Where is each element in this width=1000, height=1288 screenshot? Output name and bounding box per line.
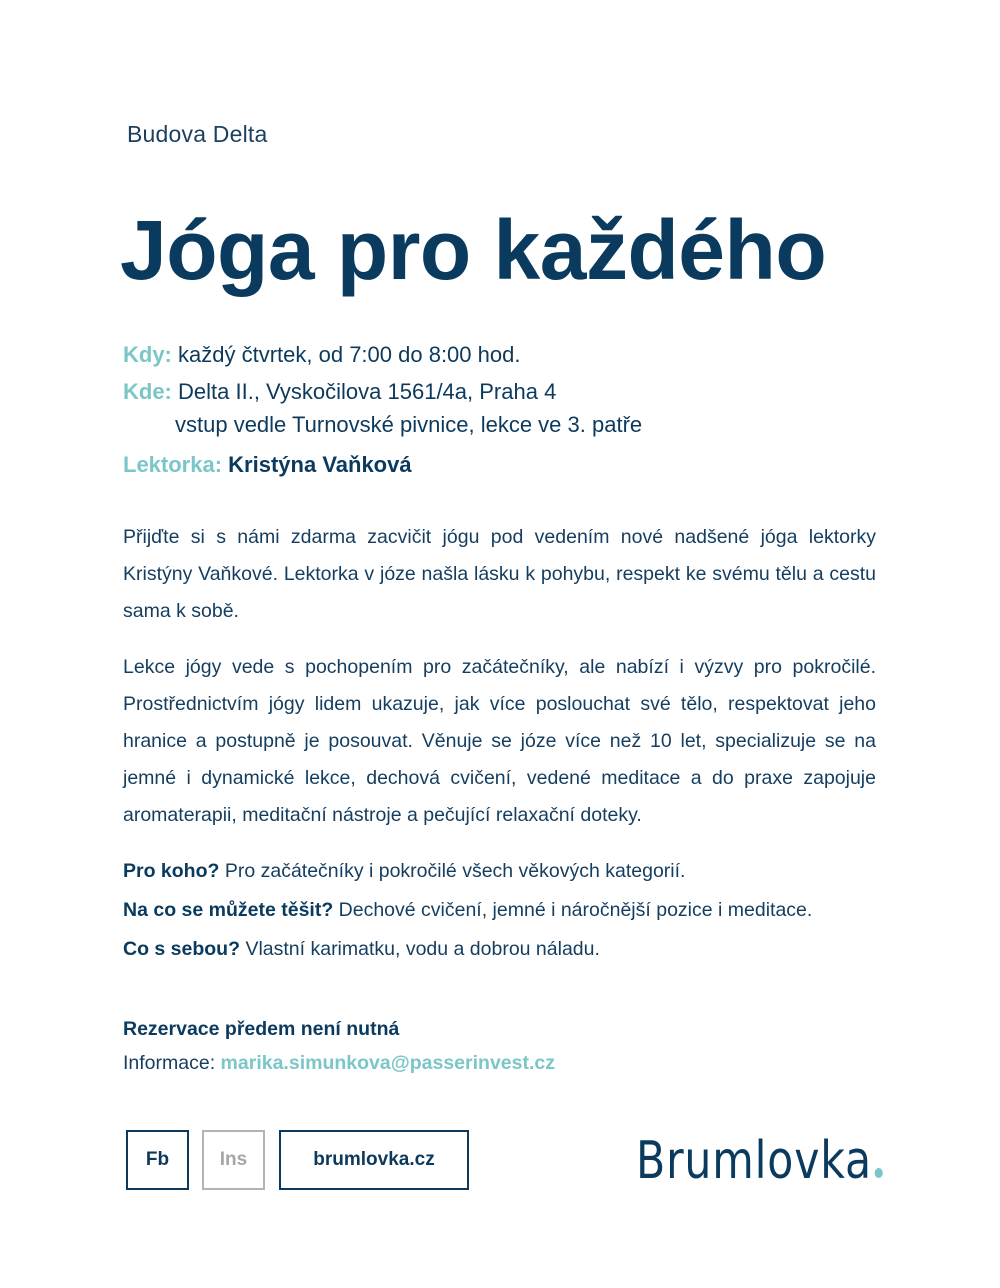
where-label: Kde:	[123, 379, 172, 404]
logo-dot-icon	[874, 1168, 882, 1178]
info-instructor	[123, 450, 642, 487]
facebook-label: Fb	[145, 1149, 170, 1170]
facebook-button[interactable]	[126, 1130, 189, 1190]
qa-answer: Vlastní karimatku, vodu a dobrou náladu.	[245, 938, 600, 960]
page-title: Jóga pro každého	[120, 203, 827, 297]
info-when	[123, 340, 642, 377]
instagram-label: Ins	[219, 1149, 248, 1170]
event-info	[123, 340, 642, 487]
building-name: Budova Delta	[127, 121, 268, 147]
qa-question: Pro koho?	[123, 860, 220, 882]
qa-item	[123, 892, 812, 931]
qa-item	[123, 931, 812, 970]
qa-list	[123, 853, 812, 970]
where-value-line2: vstup vedle Turnovské pivnice, lekce ve 3. patře	[175, 412, 643, 437]
where-value: Delta II., Vyskočilova 1561/4a, Praha 4	[178, 379, 557, 404]
description-paragraph: Lekce jógy vede s pochopením pro začátečníky, ale nabízí i výzvy pro pokročilé. Prostřednictvím jógy lidem ukazuje, jak více poslouchat své tělo, respektovat jeho hranice a postupně je posouvat. Věnuje se józe více než 10 let, specializuje se na jemné i dynamické lekce, dechová cvičení, vedené meditace a do praxe zapojuje aromaterapii, meditační nástroje a pečující relaxační doteky.	[123, 656, 876, 826]
info-where-line2	[123, 410, 642, 450]
reservation-note: Rezervace předem není nutná	[123, 1018, 400, 1040]
qa-answer: Pro začátečníky i pokročilé všech věkových kategorií.	[224, 860, 686, 882]
qa-answer: Dechové cvičení, jemné i náročnější pozice i meditace.	[338, 899, 813, 921]
instagram-button[interactable]	[202, 1130, 265, 1190]
intro-paragraph: Přijďte si s námi zdarma zacvičit jógu pod vedením nové nadšené jóga lektorky Kristýny Vaňkové. Lektorka v józe našla lásku k pohybu, respekt ke svému tělu a cestu sama k sobě.	[123, 526, 876, 622]
contact-email-link[interactable]: marika.simunkova@passerinvest.cz	[220, 1052, 555, 1074]
qa-item	[123, 853, 812, 892]
logo-text: Brumlovka	[636, 1131, 872, 1191]
qa-question: Na co se můžete těšit?	[123, 899, 334, 921]
info-where	[123, 377, 642, 414]
qa-question: Co s sebou?	[123, 938, 241, 960]
contact-label: Informace:	[123, 1052, 216, 1074]
when-label: Kdy:	[123, 342, 172, 367]
when-value: každý čtvrtek, od 7:00 do 8:00 hod.	[178, 342, 521, 367]
instructor-label: Lektorka:	[123, 452, 223, 477]
website-button[interactable]	[279, 1130, 469, 1190]
brumlovka-logo	[636, 1130, 883, 1192]
website-label: brumlovka.cz	[313, 1149, 435, 1170]
contact-line	[123, 1052, 555, 1075]
instructor-name: Kristýna Vaňková	[228, 452, 412, 477]
